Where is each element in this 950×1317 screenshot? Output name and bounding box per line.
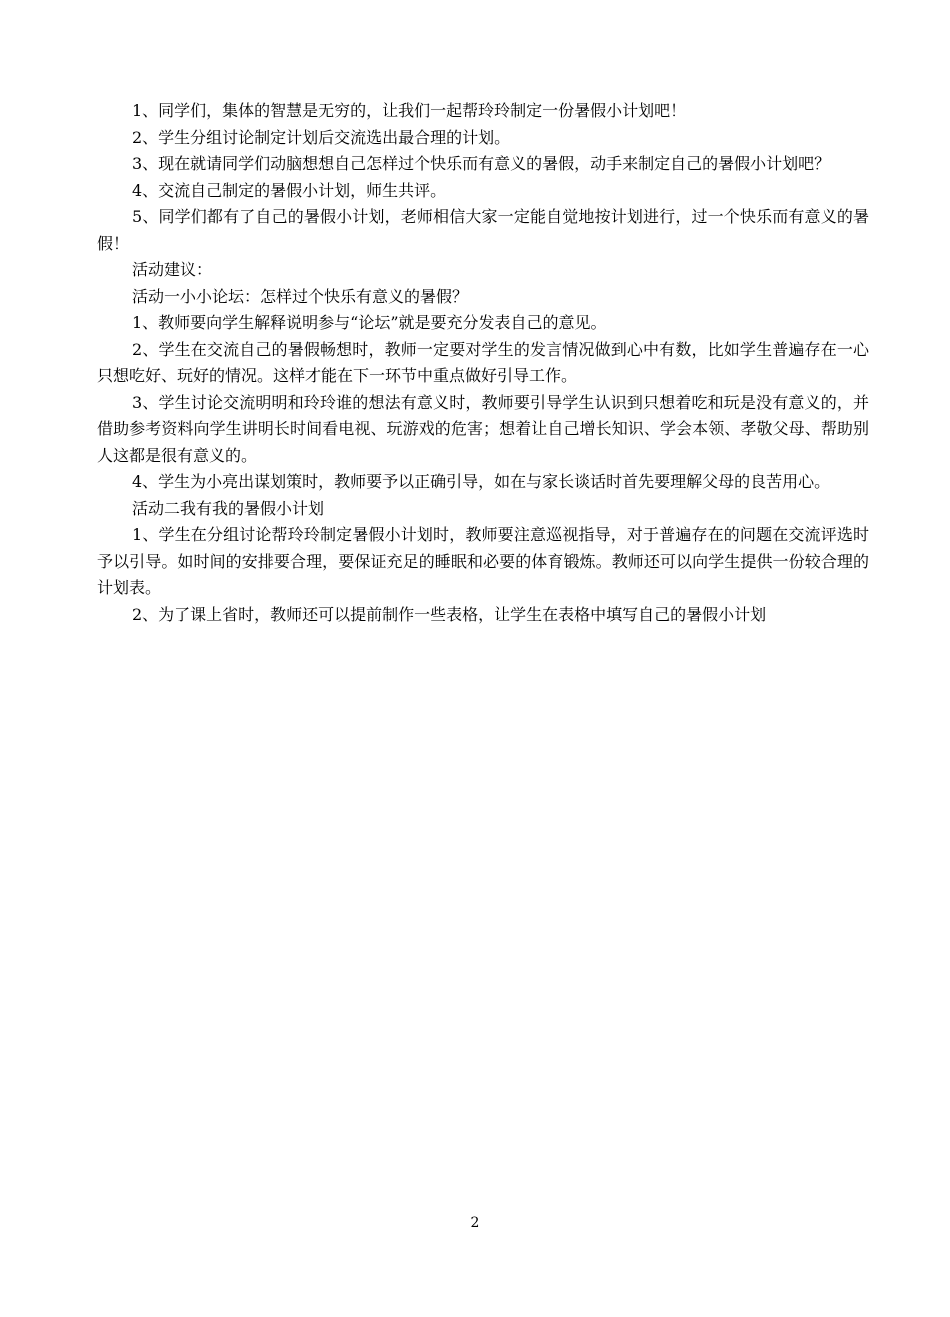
- page-number: 2: [470, 1215, 480, 1231]
- paragraph-2: 2、学生分组讨论制定计划后交流选出最合理的计划。: [132, 127, 511, 147]
- activity-one-heading: 活动一小小论坛：怎样过个快乐有意义的暑假？: [132, 286, 469, 306]
- paragraph-3: 3、现在就请同学们动脑想想自己怎样过个快乐而有意义的暑假，动手来制定自己的暑假小计划吧？: [132, 154, 831, 173]
- paragraph-4: 4、交流自己制定的暑假小计划，师生共评。: [132, 180, 447, 200]
- activity-one-item-1: 1、教师要向学生解释说明参与“论坛”就是要充分发表自己的意见。: [132, 313, 607, 332]
- activity-two-item-1: 1、学生在分组讨论帮玲玲制定暑假小计划时，教师要注意巡视指导，对于普遍存在的问题在交流评选时予以引导。如时间的安排要合理，要保证充足的睡眠和必要的体育锻炼。教师还可以向学生提供一份较合理的计划表。: [97, 525, 869, 597]
- paragraph-1: 1、同学们，集体的智慧是无穷的，让我们一起帮玲玲制定一份暑假小计划吧！: [132, 101, 687, 120]
- activity-two-heading: 活动二我有我的暑假小计划: [132, 498, 325, 518]
- document-body: [97, 98, 869, 628]
- section-heading-activity-suggestions: 活动建议：: [132, 260, 213, 279]
- activity-one-item-2: 2、学生在交流自己的暑假畅想时，教师一定要对学生的发言情况做到心中有数，比如学生普遍存在一心只想吃好、玩好的情况。这样才能在下一环节中重点做好引导工作。: [97, 339, 869, 385]
- activity-one-item-3: 3、学生讨论交流明明和玲玲谁的想法有意义时，教师要引导学生认识到只想着吃和玩是没有意义的，并借助参考资料向学生讲明长时间看电视、玩游戏的危害；想着让自己增长知识、学会本领、孝敬父母、帮助别人这都是很有意义的。: [97, 392, 869, 465]
- activity-one-item-4: 4、学生为小亮出谋划策时，教师要予以正确引导，如在与家长谈话时首先要理解父母的良苦用心。: [132, 472, 831, 491]
- activity-two-item-2: 2、为了课上省时，教师还可以提前制作一些表格，让学生在表格中填写自己的暑假小计划: [132, 604, 767, 624]
- paragraph-5: 5、同学们都有了自己的暑假小计划，老师相信大家一定能自觉地按计划进行，过一个快乐而有意义的暑假！: [97, 207, 869, 253]
